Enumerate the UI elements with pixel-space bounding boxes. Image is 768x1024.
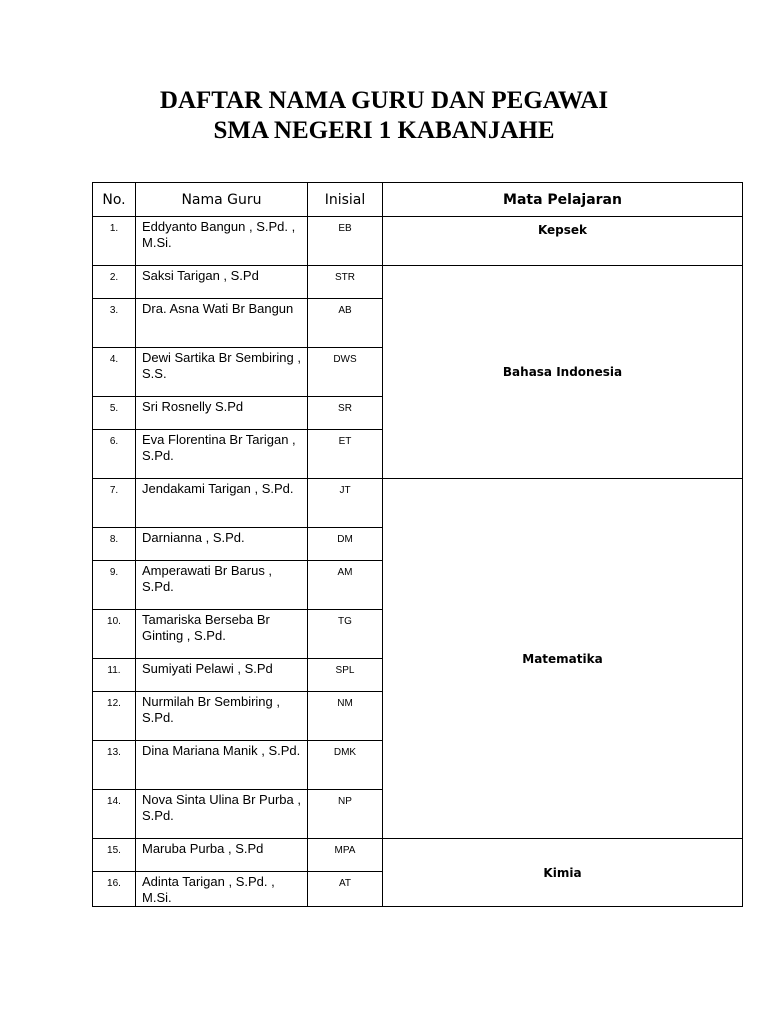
row-no: 6. <box>93 430 136 479</box>
table-row <box>93 839 743 872</box>
row-initial: AB <box>308 299 383 348</box>
row-name: Sri Rosnelly S.Pd <box>136 397 308 430</box>
row-no: 1. <box>93 217 136 266</box>
table-row <box>93 217 743 266</box>
row-initial: MPA <box>308 839 383 872</box>
teacher-table <box>92 182 743 907</box>
row-no: 10. <box>93 610 136 659</box>
subject-cell: Matematika <box>383 479 743 839</box>
row-no: 12. <box>93 692 136 741</box>
row-name: Eva Florentina Br Tarigan , S.Pd. <box>136 430 308 479</box>
row-no: 8. <box>93 528 136 561</box>
row-name: Nurmilah Br Sembiring , S.Pd. <box>136 692 308 741</box>
table-row <box>93 266 743 299</box>
row-initial: STR <box>308 266 383 299</box>
header-name: Nama Guru <box>136 183 308 217</box>
row-name: Darnianna , S.Pd. <box>136 528 308 561</box>
row-initial: JT <box>308 479 383 528</box>
row-no: 7. <box>93 479 136 528</box>
row-no: 16. <box>93 872 136 907</box>
row-name: Dina Mariana Manik , S.Pd. <box>136 741 308 790</box>
row-no: 2. <box>93 266 136 299</box>
row-initial: NP <box>308 790 383 839</box>
row-initial: ET <box>308 430 383 479</box>
subject-cell: Kimia <box>383 839 743 907</box>
row-name: Eddyanto Bangun , S.Pd. , M.Si. <box>136 217 308 266</box>
row-no: 3. <box>93 299 136 348</box>
row-no: 9. <box>93 561 136 610</box>
row-initial: NM <box>308 692 383 741</box>
row-name: Dra. Asna Wati Br Bangun <box>136 299 308 348</box>
table-row <box>93 479 743 528</box>
title-line-1: DAFTAR NAMA GURU DAN PEGAWAI <box>159 87 609 114</box>
header-subject: Mata Pelajaran <box>383 183 743 217</box>
row-name: Saksi Tarigan , S.Pd <box>136 266 308 299</box>
row-no: 14. <box>93 790 136 839</box>
subject-cell: Kepsek <box>383 217 743 266</box>
row-name: Tamariska Berseba Br Ginting , S.Pd. <box>136 610 308 659</box>
header-initial: Inisial <box>308 183 383 217</box>
row-no: 15. <box>93 839 136 872</box>
row-initial: SPL <box>308 659 383 692</box>
document-title <box>0 86 768 146</box>
row-no: 5. <box>93 397 136 430</box>
row-no: 4. <box>93 348 136 397</box>
row-no: 11. <box>93 659 136 692</box>
row-name: Amperawati Br Barus , S.Pd. <box>136 561 308 610</box>
header-no: No. <box>93 183 136 217</box>
row-name: Adinta Tarigan , S.Pd. , M.Si. <box>136 872 308 907</box>
row-initial: DMK <box>308 741 383 790</box>
row-initial: AM <box>308 561 383 610</box>
row-name: Nova Sinta Ulina Br Purba , S.Pd. <box>136 790 308 839</box>
row-initial: SR <box>308 397 383 430</box>
table-header-row <box>93 183 743 217</box>
row-initial: EB <box>308 217 383 266</box>
title-line-2: SMA NEGERI 1 KABANJAHE <box>213 117 555 144</box>
row-initial: DWS <box>308 348 383 397</box>
row-initial: AT <box>308 872 383 907</box>
row-initial: TG <box>308 610 383 659</box>
row-name: Maruba Purba , S.Pd <box>136 839 308 872</box>
row-name: Dewi Sartika Br Sembiring , S.S. <box>136 348 308 397</box>
row-name: Sumiyati Pelawi , S.Pd <box>136 659 308 692</box>
row-no: 13. <box>93 741 136 790</box>
row-initial: DM <box>308 528 383 561</box>
subject-cell: Bahasa Indonesia <box>383 266 743 479</box>
row-name: Jendakami Tarigan , S.Pd. <box>136 479 308 528</box>
